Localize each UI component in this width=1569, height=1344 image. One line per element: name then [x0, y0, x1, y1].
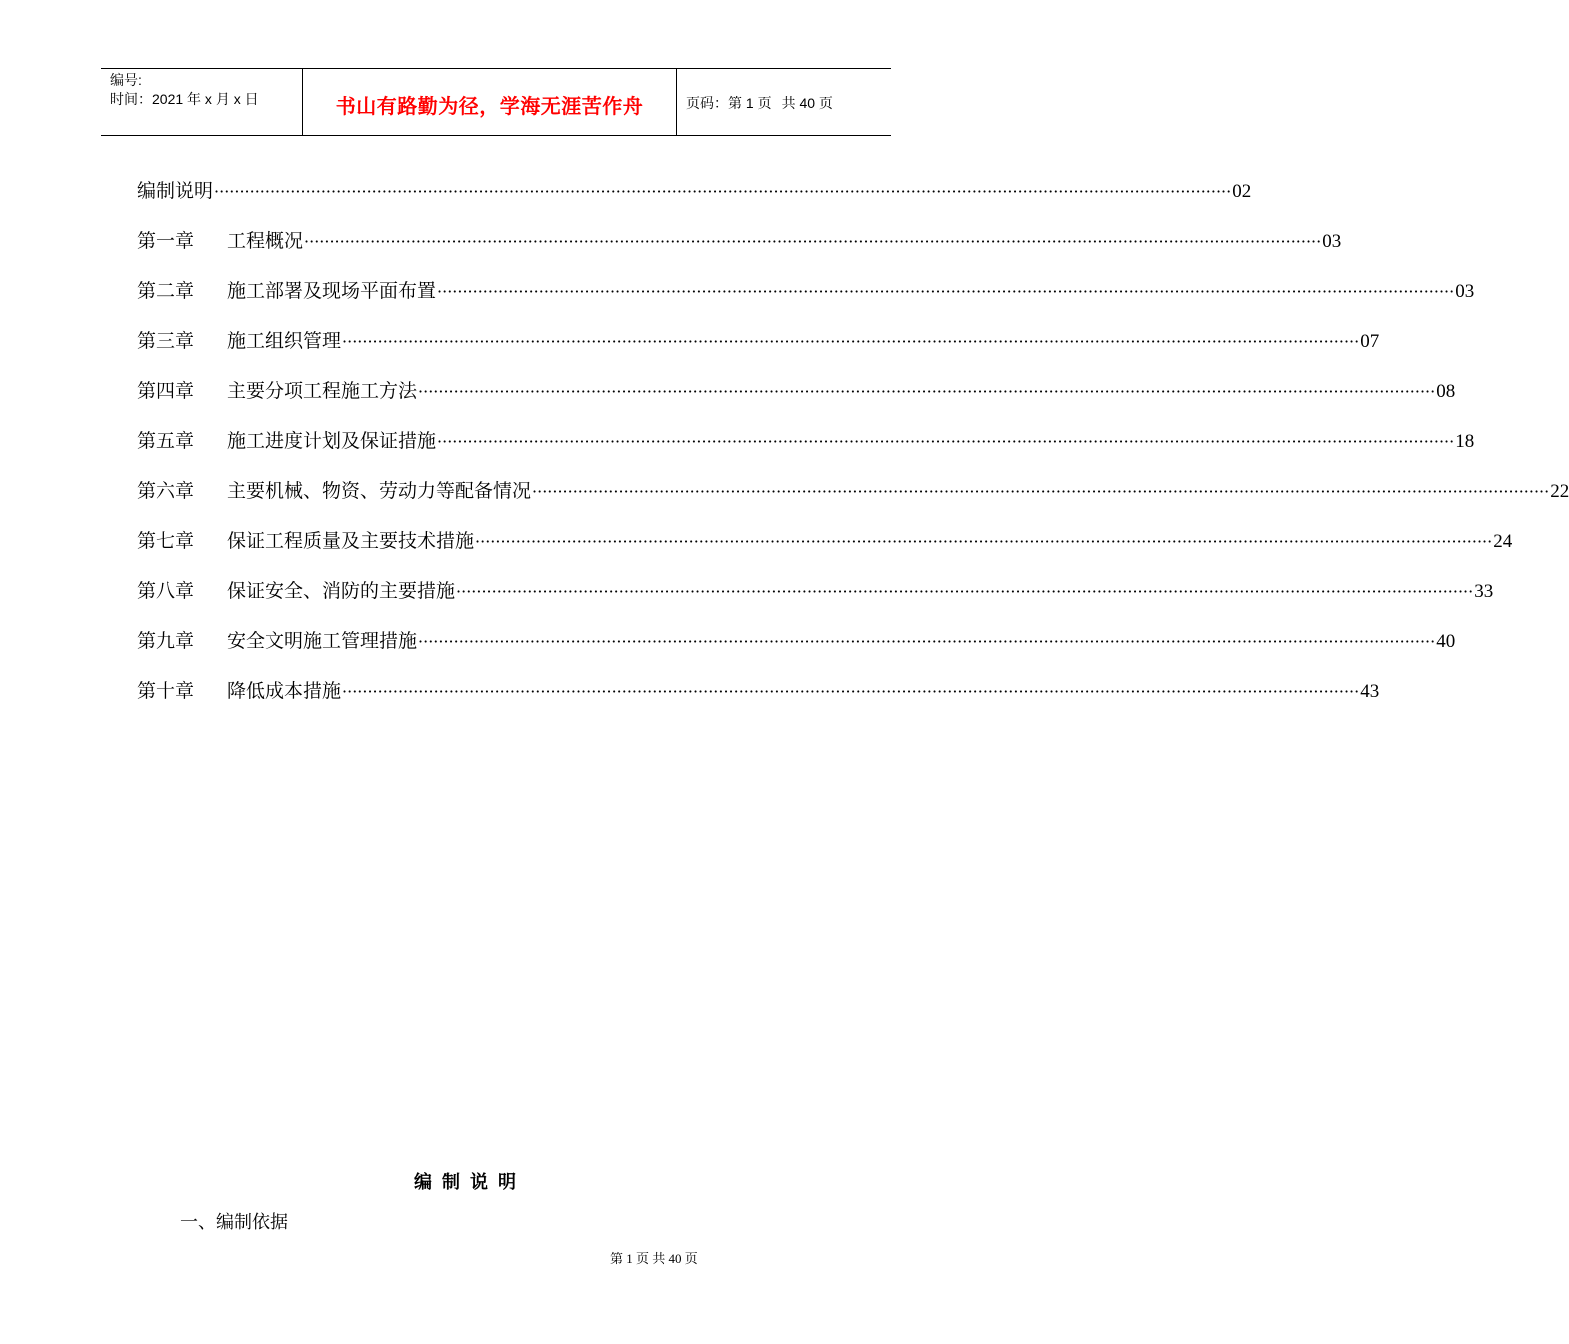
header-info-cell	[101, 69, 303, 135]
toc-page-number: 18	[1455, 431, 1475, 452]
toc-entry-title: 降低成本措施	[227, 680, 342, 702]
toc-leader-dots: ········································································································································································································	[342, 682, 1360, 701]
toc-entry[interactable]	[137, 476, 1569, 526]
toc-chapter-label: 第一章	[137, 230, 195, 252]
toc-chapter-label: 第十章	[137, 680, 195, 702]
toc-chapter-label: 第七章	[137, 530, 195, 552]
toc-entry-title: 保证安全、消防的主要措施	[227, 580, 456, 602]
header-motto: 书山有路勤为径，学海无涯苦作舟	[335, 93, 644, 118]
toc-page-number: 43	[1360, 681, 1380, 702]
document-header	[101, 68, 891, 136]
toc-entry[interactable]	[137, 376, 1456, 426]
toc-entry[interactable]	[137, 176, 1252, 226]
toc-page-number: 03	[1322, 231, 1342, 252]
toc-leader-dots: ········································································································································································································	[418, 382, 1436, 401]
toc-entry-title: 施工部署及现场平面布置	[227, 280, 437, 302]
toc-leader-dots: ········································································································································································································	[418, 632, 1436, 651]
header-total-label: 共 40 页	[781, 95, 833, 111]
toc-page-number: 40	[1436, 631, 1456, 652]
toc-entry-title: 编制说明	[137, 180, 214, 202]
toc-entry[interactable]	[137, 326, 1380, 376]
toc-page-number: 07	[1360, 331, 1380, 352]
toc-entry[interactable]	[137, 226, 1342, 276]
toc-entry[interactable]	[137, 426, 1475, 476]
table-of-contents	[137, 176, 1569, 726]
toc-entry[interactable]	[137, 626, 1456, 676]
toc-entry-title: 安全文明施工管理措施	[227, 630, 418, 652]
toc-chapter-label: 第四章	[137, 380, 195, 402]
toc-leader-dots: ········································································································································································································	[475, 532, 1493, 551]
document-number-label: 编号:	[110, 72, 142, 88]
toc-entry-title: 施工组织管理	[227, 330, 342, 352]
page-footer: 第 1 页 共 40 页	[610, 1251, 698, 1266]
toc-chapter-label: 第八章	[137, 580, 195, 602]
header-page-label: 页码：第 1 页	[686, 95, 772, 111]
toc-entry-title: 主要机械、物资、劳动力等配备情况	[227, 480, 532, 502]
section-subheading: 一、编制依据	[180, 1212, 288, 1233]
header-motto-cell	[303, 69, 677, 135]
toc-entry[interactable]	[137, 276, 1475, 326]
toc-leader-dots: ········································································································································································································	[342, 332, 1360, 351]
toc-page-number: 33	[1474, 581, 1494, 602]
document-time-label: 时间：2021 年 x 月 x 日	[110, 91, 259, 107]
toc-chapter-label: 第六章	[137, 480, 195, 502]
toc-page-number: 22	[1550, 481, 1569, 502]
toc-chapter-label: 第九章	[137, 630, 195, 652]
toc-leader-dots: ········································································································································································································	[437, 282, 1455, 301]
toc-chapter-label: 第三章	[137, 330, 195, 352]
toc-page-number: 03	[1455, 281, 1475, 302]
toc-entry[interactable]	[137, 526, 1513, 576]
toc-entry-title: 主要分项工程施工方法	[227, 380, 418, 402]
toc-page-number: 24	[1493, 531, 1513, 552]
toc-leader-dots: ········································································································································································································	[304, 232, 1322, 251]
toc-entry[interactable]	[137, 676, 1380, 726]
toc-page-number: 02	[1232, 181, 1252, 202]
section-title: 编制说明	[414, 1172, 526, 1193]
toc-entry[interactable]	[137, 576, 1494, 626]
header-page-cell	[677, 69, 891, 135]
toc-leader-dots: ········································································································································································································	[456, 582, 1474, 601]
toc-page-number: 08	[1436, 381, 1456, 402]
toc-entry-title: 工程概况	[227, 230, 304, 252]
toc-chapter-label: 第五章	[137, 430, 195, 452]
toc-entry-title: 施工进度计划及保证措施	[227, 430, 437, 452]
toc-leader-dots: ········································································································································································································	[532, 482, 1550, 501]
toc-leader-dots: ········································································································································································································	[214, 182, 1232, 201]
toc-chapter-label: 第二章	[137, 280, 195, 302]
toc-leader-dots: ········································································································································································································	[437, 432, 1455, 451]
toc-entry-title: 保证工程质量及主要技术措施	[227, 530, 475, 552]
